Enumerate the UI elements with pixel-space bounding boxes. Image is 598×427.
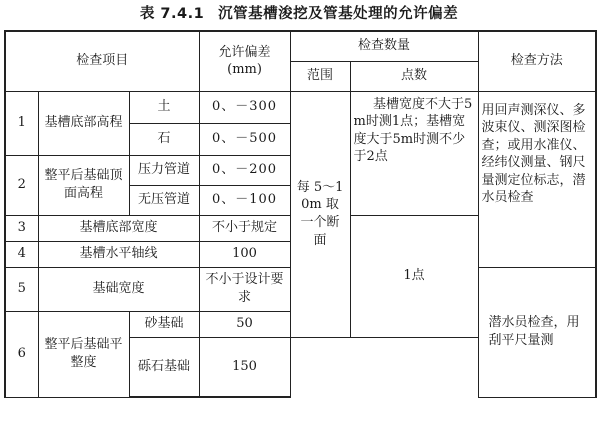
- row-4-value: 100: [199, 241, 290, 267]
- row-5-value: 不小于设计要求: [199, 267, 290, 311]
- header-tolerance-label: 允许偏差: [218, 44, 271, 60]
- table-number: 表 7.4.1: [139, 6, 205, 22]
- table-title: 沉管基槽浚挖及管基处理的允许偏差: [218, 6, 459, 22]
- row-5-number: 5: [5, 267, 38, 311]
- tolerance-table: [4, 30, 597, 398]
- header-item: 检查项目: [5, 31, 199, 91]
- method-top-cell: 用回声测深仪、多波束仪、测深图检查；或用水准仪、经纬仪测量、钢尺量测定位标志，潜水员检查: [478, 91, 596, 267]
- header-range: 范围: [290, 61, 350, 91]
- points-top-cell: 基槽宽度不大于5m时测1点；基槽宽度大于5m时测不少于2点: [350, 91, 478, 215]
- row-1-sub-2: 石: [129, 123, 199, 155]
- row-2-value-1: 0、－200: [199, 155, 290, 185]
- row-4-number: 4: [5, 241, 38, 267]
- row-1-sub-1: 土: [129, 91, 199, 123]
- range-cell: 每 5～10m 取 一个断面: [290, 91, 350, 337]
- points-bottom-cell: 1点: [350, 215, 478, 337]
- row-6-number: 6: [5, 311, 38, 397]
- row-6-item: 整平后基础平整度: [38, 311, 129, 397]
- header-method: 检查方法: [478, 31, 596, 91]
- row-2-sub-2: 无压管道: [129, 185, 199, 215]
- method-bottom-cell: 潜水员检查，用刮平尺量测: [478, 267, 596, 397]
- row-1-value-2: 0、－500: [199, 123, 290, 155]
- row-1-value-1: 0、－300: [199, 91, 290, 123]
- row-2-number: 2: [5, 155, 38, 215]
- row-4-item: 基槽水平轴线: [38, 241, 199, 267]
- header-points: 点数: [350, 61, 478, 91]
- header-quantity: 检查数量: [290, 31, 478, 61]
- row-3-value: 不小于规定: [199, 215, 290, 241]
- row-2-value-2: 0、－100: [199, 185, 290, 215]
- row-3-item: 基槽底部宽度: [38, 215, 199, 241]
- row-6-sub-1: 砂基础: [129, 311, 199, 337]
- table-caption: [0, 2, 598, 26]
- row-3-number: 3: [5, 215, 38, 241]
- row-6-value-2: 150: [199, 337, 290, 397]
- row-6-sub-2: 砾石基础: [129, 337, 199, 397]
- header-tolerance: [199, 31, 290, 91]
- row-1-item: 基槽底部高程: [38, 91, 129, 155]
- row-6-value-1: 50: [199, 311, 290, 337]
- row-2-sub-1: 压力管道: [129, 155, 199, 185]
- header-tolerance-unit: (mm): [227, 62, 262, 78]
- row-5-item: 基础宽度: [38, 267, 199, 311]
- row-2-item: 整平后基础顶面高程: [38, 155, 129, 215]
- row-1-number: 1: [5, 91, 38, 155]
